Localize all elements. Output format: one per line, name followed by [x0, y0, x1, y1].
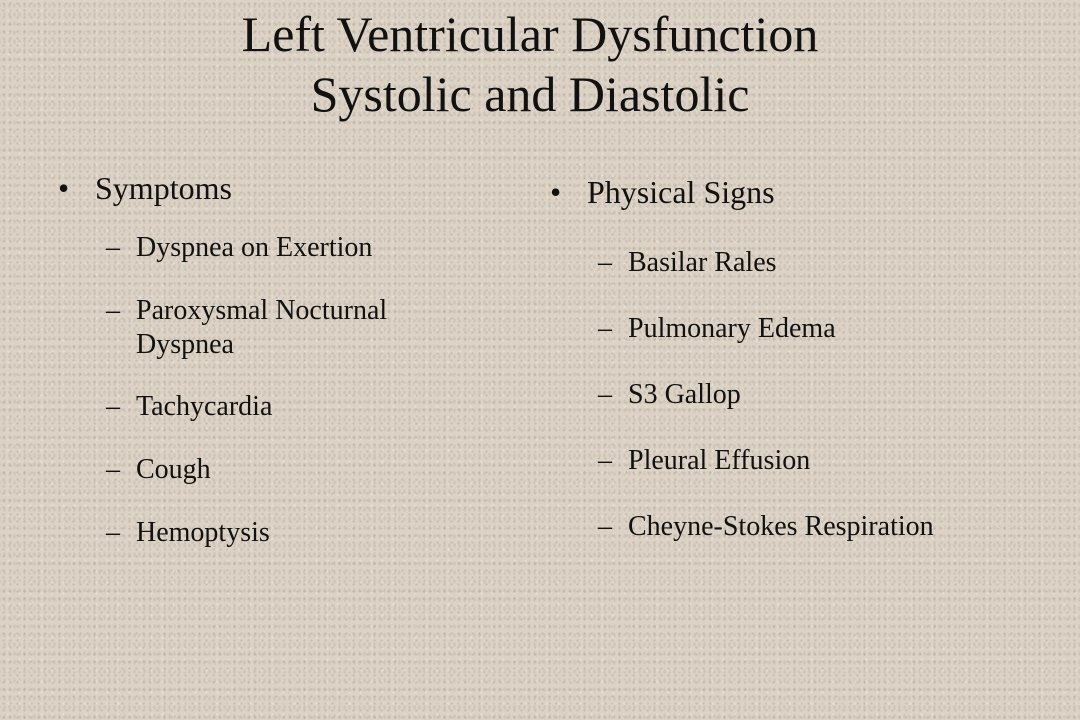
physical-signs-heading-label: Physical Signs	[587, 174, 775, 210]
slide-title	[0, 4, 1060, 124]
symptoms-heading-label: Symptoms	[95, 170, 232, 206]
symptoms-list	[58, 231, 478, 550]
list-item: – Paroxysmal Nocturnal Dyspnea	[106, 295, 388, 360]
dash-icon: –	[106, 454, 120, 485]
dash-icon: –	[598, 379, 612, 410]
dash-icon: –	[598, 445, 612, 476]
list-item: – Tachycardia	[106, 391, 273, 422]
physical-signs-column	[550, 170, 1050, 576]
list-item: – S3 Gallop	[598, 379, 741, 410]
dash-icon: –	[106, 232, 120, 263]
dash-icon: –	[598, 511, 612, 542]
list-item: – Cheyne-Stokes Respiration	[598, 511, 934, 542]
symptoms-column	[58, 166, 478, 579]
list-item: – Pleural Effusion	[598, 445, 811, 476]
list-item: – Basilar Rales	[598, 247, 777, 278]
dash-icon: –	[106, 295, 120, 326]
title-line-2: Systolic and Diastolic	[310, 66, 750, 122]
dash-icon: –	[106, 391, 120, 422]
list-item: – Hemoptysis	[106, 517, 270, 548]
list-item: – Pulmonary Edema	[598, 313, 836, 344]
bullet-icon: •	[550, 174, 562, 210]
dash-icon: –	[598, 247, 612, 278]
list-item: – Cough	[106, 454, 211, 485]
dash-icon: –	[106, 517, 120, 548]
physical-signs-list	[550, 246, 1050, 544]
list-item: – Dyspnea on Exertion	[106, 232, 373, 263]
physical-signs-heading	[550, 170, 1050, 214]
symptoms-heading	[58, 166, 478, 210]
title-line-1: Left Ventricular Dysfunction	[241, 6, 819, 62]
dash-icon: –	[598, 313, 612, 344]
bullet-icon: •	[58, 170, 70, 206]
